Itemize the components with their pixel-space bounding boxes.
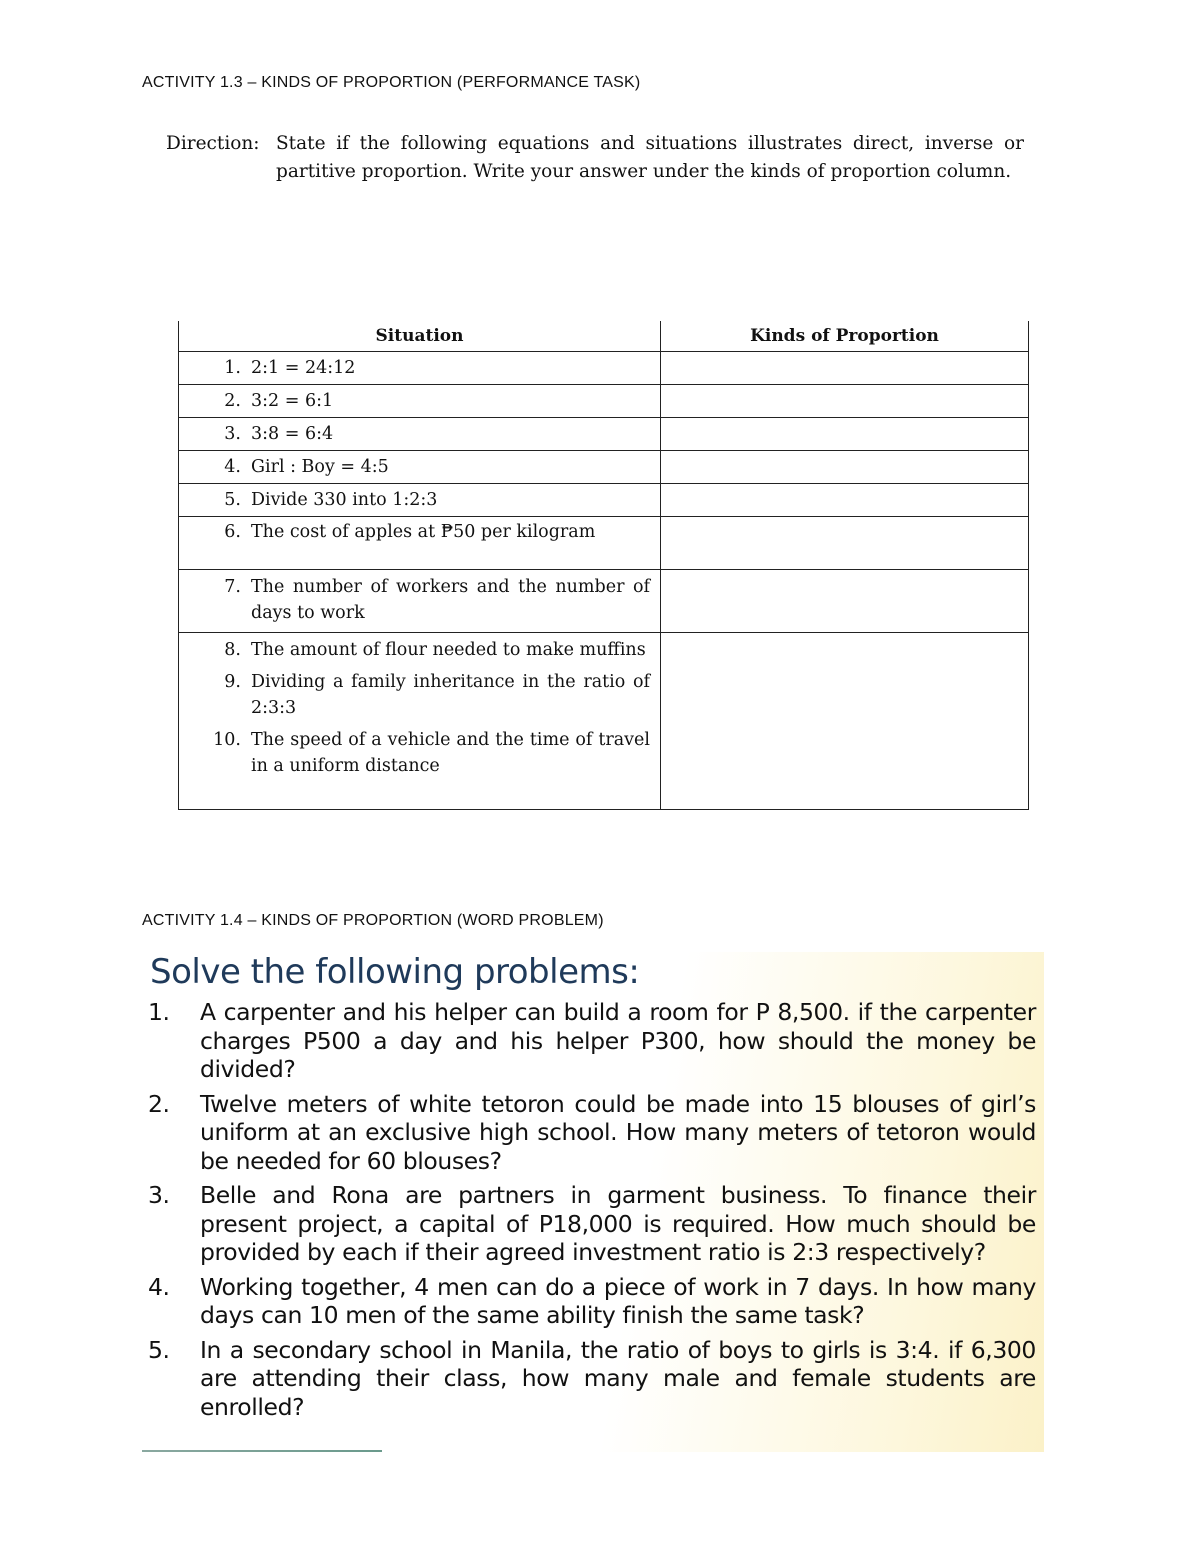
answer-cell[interactable] (661, 517, 1029, 570)
item-text: 3:2 = 6:1 (251, 391, 334, 411)
situation-cell (179, 517, 661, 570)
table-row (179, 418, 1029, 451)
problem-number: 4. (148, 1272, 170, 1301)
item-number: 4. (224, 457, 241, 477)
activity-1-4-title: ACTIVITY 1.4 – KINDS OF PROPORTION (WORD PROBLEM) (142, 912, 604, 929)
answer-cell[interactable] (661, 451, 1029, 484)
answer-cell[interactable] (661, 385, 1029, 418)
header-kinds-of-proportion: Kinds of Proportion (661, 321, 1029, 352)
answer-cell[interactable] (661, 633, 1029, 810)
situation-cell (179, 385, 661, 418)
header-situation: Situation (179, 321, 661, 352)
item-number: 6. (224, 522, 241, 542)
answer-cell[interactable] (661, 352, 1029, 385)
table-header-row (179, 321, 1029, 352)
situation-table (178, 321, 1029, 810)
item-number: 3. (224, 424, 241, 444)
problem-text: Belle and Rona are partners in garment business. To finance their present project, a capital of P18,000 is required. How much should be provided by each if their agreed investment ratio is 2:3 respectively? (200, 1181, 1036, 1266)
situation-cell (179, 352, 661, 385)
table-row (179, 570, 1029, 633)
list-item (148, 1273, 1036, 1330)
answer-cell[interactable] (661, 418, 1029, 451)
table-row (179, 352, 1029, 385)
item-text: Divide 330 into 1:2:3 (251, 490, 438, 510)
item-text: Dividing a family inheritance in the ratio of 2:3:3 (251, 672, 650, 718)
situation-cell (179, 484, 661, 517)
situation-cell (179, 570, 661, 633)
direction-block (166, 130, 1024, 186)
table-row (179, 484, 1029, 517)
problem-number: 2. (148, 1089, 170, 1118)
problem-number: 1. (148, 998, 170, 1026)
problem-text: Working together, 4 men can do a piece of work in 7 days. In how many days can 10 men of the same ability finish the same task? (200, 1272, 1036, 1329)
direction-label: Direction: (166, 133, 260, 154)
problem-text: In a secondary school in Manila, the ratio of boys to girls is 3:4. if 6,300 are attending their class, how many male and female students are enrolled? (200, 1335, 1036, 1421)
item-number: 2. (224, 391, 241, 411)
item-text: The number of workers and the number of days to work (251, 577, 650, 623)
problem-number: 3. (148, 1181, 170, 1209)
item-text: The cost of apples at ₱50 per kilogram (251, 522, 596, 542)
item-text: Girl : Boy = 4:5 (251, 457, 389, 477)
table-row (179, 517, 1029, 570)
solve-heading: Solve the following problems: (150, 952, 640, 992)
item-text: 2:1 = 24:12 (251, 358, 356, 378)
list-item (148, 998, 1036, 1084)
activity-1-3-title: ACTIVITY 1.3 – KINDS OF PROPORTION (PERFORMANCE TASK) (142, 74, 641, 91)
list-item (148, 1090, 1036, 1176)
problem-text: Twelve meters of white tetoron could be made into 15 blouses of girl’s uniform at an exclusive high school. How many meters of tetoron would be needed for 60 blouses? (200, 1089, 1036, 1175)
list-item (148, 1181, 1036, 1267)
item-text: The speed of a vehicle and the time of travel in a uniform distance (251, 730, 650, 776)
situation-cell (179, 633, 661, 810)
situation-cell (179, 451, 661, 484)
panel-underline (142, 1450, 382, 1452)
item-text: The amount of flour needed to make muffins (251, 640, 646, 660)
problem-text: A carpenter and his helper can build a room for P 8,500. if the carpenter charges P500 a day and his helper P300, how should the money be divided? (200, 998, 1036, 1083)
situation-cell (179, 418, 661, 451)
table-row (179, 633, 1029, 810)
direction-text: State if the following equations and situations illustrates direct, inverse or partitive proportion. Write your answer under the kinds of proportion column. (276, 133, 1024, 182)
item-number: 8. (224, 640, 241, 660)
list-item (148, 1336, 1036, 1422)
problem-number: 5. (148, 1335, 170, 1364)
table-row (179, 451, 1029, 484)
problems-list (148, 998, 1036, 1427)
item-number: 7. (224, 577, 241, 597)
item-number: 1. (224, 358, 241, 378)
item-number: 10. (213, 730, 241, 750)
answer-cell[interactable] (661, 570, 1029, 633)
item-number: 9. (224, 672, 241, 692)
item-text: 3:8 = 6:4 (251, 424, 334, 444)
table-row (179, 385, 1029, 418)
answer-cell[interactable] (661, 484, 1029, 517)
item-number: 5. (224, 490, 241, 510)
